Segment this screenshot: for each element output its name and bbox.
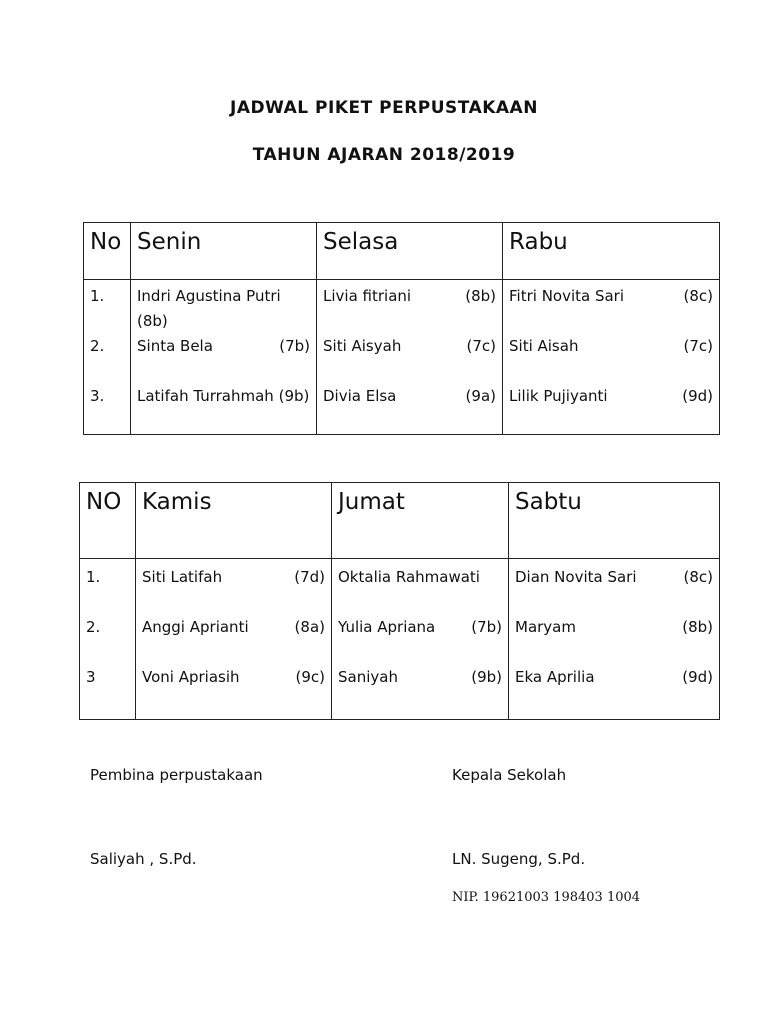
table-header-row <box>80 483 720 559</box>
student-name: Oktalia Rahmawati <box>338 568 480 586</box>
student-name: Voni Apriasih <box>142 668 240 686</box>
list-item <box>137 384 310 434</box>
student-name: Siti Aisah <box>509 337 579 355</box>
student-name: Siti Aisyah <box>323 337 402 355</box>
row-number: 3. <box>90 387 105 405</box>
list-item <box>338 615 502 665</box>
schedule-table-mon-wed <box>83 222 720 435</box>
student-class: (8c) <box>683 287 713 305</box>
schedule-table-thu-sat <box>79 482 720 720</box>
header-sabtu: Sabtu <box>509 483 720 559</box>
row-number: 3 <box>86 668 96 686</box>
day-column-sabtu <box>509 559 720 720</box>
student-class: (8a) <box>294 618 325 636</box>
student-name: Dian Novita Sari <box>515 568 637 586</box>
row-number: 1. <box>90 287 105 305</box>
list-item <box>142 565 325 615</box>
list-item <box>515 665 713 715</box>
list-item <box>323 284 496 334</box>
right-signature-nip: NIP. 19621003 198403 1004 <box>452 890 641 905</box>
list-item <box>142 615 325 665</box>
list-item <box>323 384 496 434</box>
list-item <box>515 615 713 665</box>
student-class: (8b) <box>137 312 168 330</box>
list-item <box>338 665 502 715</box>
day-column-kamis <box>136 559 332 720</box>
list-item <box>323 334 496 384</box>
header-jumat: Jumat <box>332 483 509 559</box>
student-class: (7b) <box>471 618 502 636</box>
row-number: 2. <box>86 618 101 636</box>
student-name: Saniyah <box>338 668 398 686</box>
left-signature-role: Pembina perpustakaan <box>90 766 263 784</box>
list-item <box>509 334 713 384</box>
list-item <box>137 334 310 384</box>
student-class: (9b) <box>278 387 310 405</box>
day-column-rabu <box>503 280 720 435</box>
student-name: Livia fitriani <box>323 287 412 305</box>
student-name: Lilik Pujiyanti <box>509 387 608 405</box>
header-no: NO <box>80 483 136 559</box>
header-selasa: Selasa <box>317 223 503 280</box>
row-number: 2. <box>90 337 105 355</box>
student-class: (7c) <box>466 337 496 355</box>
student-class: (7b) <box>279 337 310 355</box>
student-class: (9a) <box>465 387 496 405</box>
student-name: Yulia Apriana <box>338 618 436 636</box>
header-no: No <box>84 223 131 280</box>
student-name: Fitri Novita Sari <box>509 287 625 305</box>
student-name: Siti Latifah <box>142 568 223 586</box>
list-item <box>338 565 502 615</box>
document-subtitle: TAHUN AJARAN 2018/2019 <box>252 145 516 165</box>
student-name: Sinta Bela <box>137 337 213 355</box>
student-class: (7d) <box>294 568 325 586</box>
list-item <box>509 384 713 434</box>
day-column-jumat <box>332 559 509 720</box>
list-item <box>142 665 325 715</box>
document-title: JADWAL PIKET PERPUSTAKAAN <box>230 98 538 118</box>
student-name: Eka Aprilia <box>515 668 595 686</box>
right-signature-name: LN. Sugeng, S.Pd. <box>452 850 586 868</box>
header-kamis: Kamis <box>136 483 332 559</box>
student-class: (9c) <box>295 668 325 686</box>
student-class: (8b) <box>465 287 496 305</box>
number-column <box>84 280 131 435</box>
student-class: (9d) <box>682 668 713 686</box>
header-senin: Senin <box>131 223 317 280</box>
number-column <box>80 559 136 720</box>
student-class: (8b) <box>682 618 713 636</box>
student-name: Latifah Turrahmah <box>137 387 274 405</box>
list-item <box>137 284 310 334</box>
header-rabu: Rabu <box>503 223 720 280</box>
table-row <box>80 559 720 720</box>
left-signature-name: Saliyah , S.Pd. <box>90 850 197 868</box>
student-class: (9d) <box>682 387 713 405</box>
right-signature-role: Kepala Sekolah <box>452 766 567 784</box>
list-item <box>515 565 713 615</box>
table-row <box>84 280 720 435</box>
day-column-selasa <box>317 280 503 435</box>
list-item <box>509 284 713 334</box>
day-column-senin <box>131 280 317 435</box>
student-name: Divia Elsa <box>323 387 397 405</box>
row-number: 1. <box>86 568 101 586</box>
student-class: (9b) <box>471 668 502 686</box>
student-class: (7c) <box>683 337 713 355</box>
student-name: Indri Agustina Putri <box>137 287 281 305</box>
student-name: Anggi Aprianti <box>142 618 249 636</box>
table-header-row <box>84 223 720 280</box>
student-class: (8c) <box>683 568 713 586</box>
student-name: Maryam <box>515 618 576 636</box>
